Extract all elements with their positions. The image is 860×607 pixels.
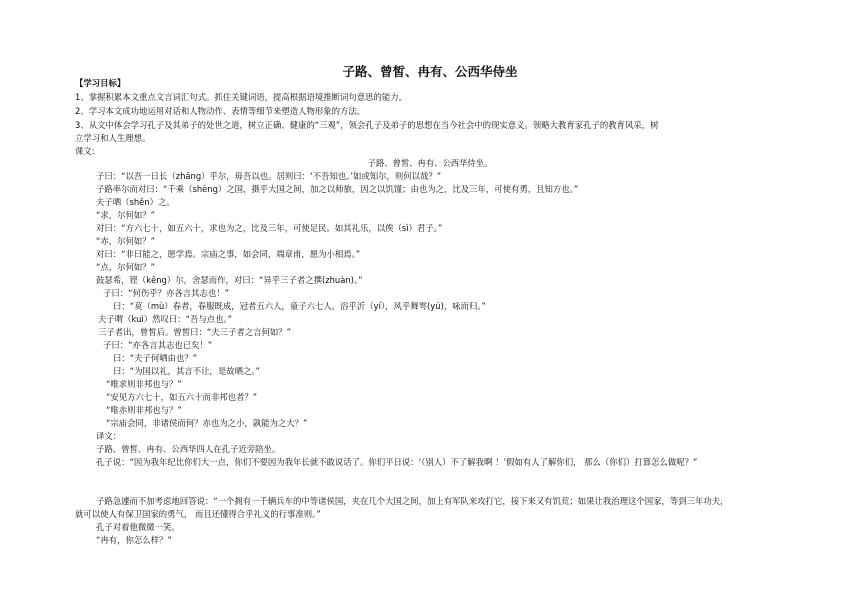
text-line: 对曰：“非曰能之，愿学焉。宗庙之事，如会同，端章甫，愿为小相焉。”: [96, 249, 361, 259]
objective-item: 2、学习本文成功地运用对话和人物动作、表情等细节来塑造人物形象的方法。: [75, 106, 366, 116]
objectives-heading: 【学习目标】: [75, 78, 126, 88]
text-line: “求，尔何如？”: [96, 210, 155, 220]
text-line: 夫子喟（kuì）然叹曰：“吾与点也。”: [98, 314, 232, 324]
objective-item: 3、从文中体会学习孔子及其弟子的处世之道，树立正确、健康的“三观”，领会孔子及弟子的思想在当今社会中的现实意义。领略大教育家孔子的教育风采，树: [75, 120, 659, 130]
translation-line: 子路、曾皙、冉有、公西华四人在孔子近旁陪坐。: [96, 444, 281, 454]
text-line: 三子者出，曾皙后。曾皙曰：“夫三子者之言何如？”: [98, 327, 291, 337]
text-line: “唯求则非邦也与？”: [106, 379, 182, 389]
translation-line: 子路急遽而不加考虑地回答说：“一个拥有一千辆兵车的中等诸侯国，夹在几个大国之间，加上有军队来攻打它，接下来又有饥荒；如果让我治理这个国家，等到三年功夫，: [96, 496, 729, 506]
text-line: 曰：“为国以礼，其言不让，是故哂之。”: [113, 366, 260, 376]
text-line: 曰：“夫子何哂由也？”: [113, 353, 198, 363]
text-line: “宗庙会同，非诸侯而何？赤也为之小，孰能为之大？”: [106, 418, 308, 428]
text-title: 子路、曾皙、冉有、公西华侍坐。: [367, 158, 493, 168]
translation-line: “冉有，你怎么样？”: [96, 535, 172, 545]
text-line: “唯赤则非邦也与？”: [106, 405, 182, 415]
text-line: 鼓瑟希，铿（kēng）尔，舍瑟而作，对曰：“异乎三子者之撰(zhuàn)。”: [96, 275, 363, 285]
text-line: 子曰：“以吾一日长（zhǎng）乎尔，毋吾以也。居则曰：‘不吾知也。’如或知尔，则何以哉？”: [96, 171, 442, 181]
translation-line: 孔子说：“因为我年纪比你们大一点，你们不要因为我年长就不敢说话了。你们平日说：‘（别人）不了解我啊 ！’假如有人了解你们， 那么（你们）打算怎么做呢？”: [96, 457, 698, 467]
text-line: “点，尔何如？”: [96, 262, 155, 272]
text-line: 子曰：“亦各言其志也已矣！”: [103, 340, 213, 350]
text-line: “赤，尔何如？”: [96, 236, 155, 246]
text-label: 课文:: [75, 146, 95, 156]
objective-item: 1、掌握积累本文重点文言词汇句式。抓住关键词语，提高根据语境推断词句意思的能力。: [75, 92, 407, 102]
page-title: 子路、曾皙、冉有、公西华侍坐: [342, 64, 518, 79]
translation-line: 孔子对着他微微一笑。: [96, 522, 180, 532]
text-line: 夫子哂（shěn）之。: [96, 197, 175, 207]
text-line: 子曰：“何伤乎？亦各言其志也！”: [103, 288, 229, 298]
text-line: “安见方六七十，如五六十而非邦也者？”: [106, 392, 258, 402]
text-line: 子路率尔而对曰：“千乘（shèng）之国，摄乎大国之间，加之以师旅，因之以饥馑；由也为之，比及三年，可使有勇，且知方也。”: [96, 184, 579, 194]
translation-label: 译文：: [96, 431, 122, 441]
translation-line: 就可以使人有保卫国家的勇气， 而且还懂得合乎礼义的行事准则。”: [75, 509, 321, 519]
objective-item: 立学习和人生理想。: [75, 133, 151, 143]
text-line: 对曰：“方六七十，如五六十，求也为之，比及三年，可使足民。如其礼乐，以俟（sì）君子。”: [96, 223, 443, 233]
text-line: 曰：“莫（mù）春者，春服既成，冠者五六人，童子六七人，浴乎沂（yí），风乎舞雩(yú)，咏而归。”: [113, 301, 486, 311]
